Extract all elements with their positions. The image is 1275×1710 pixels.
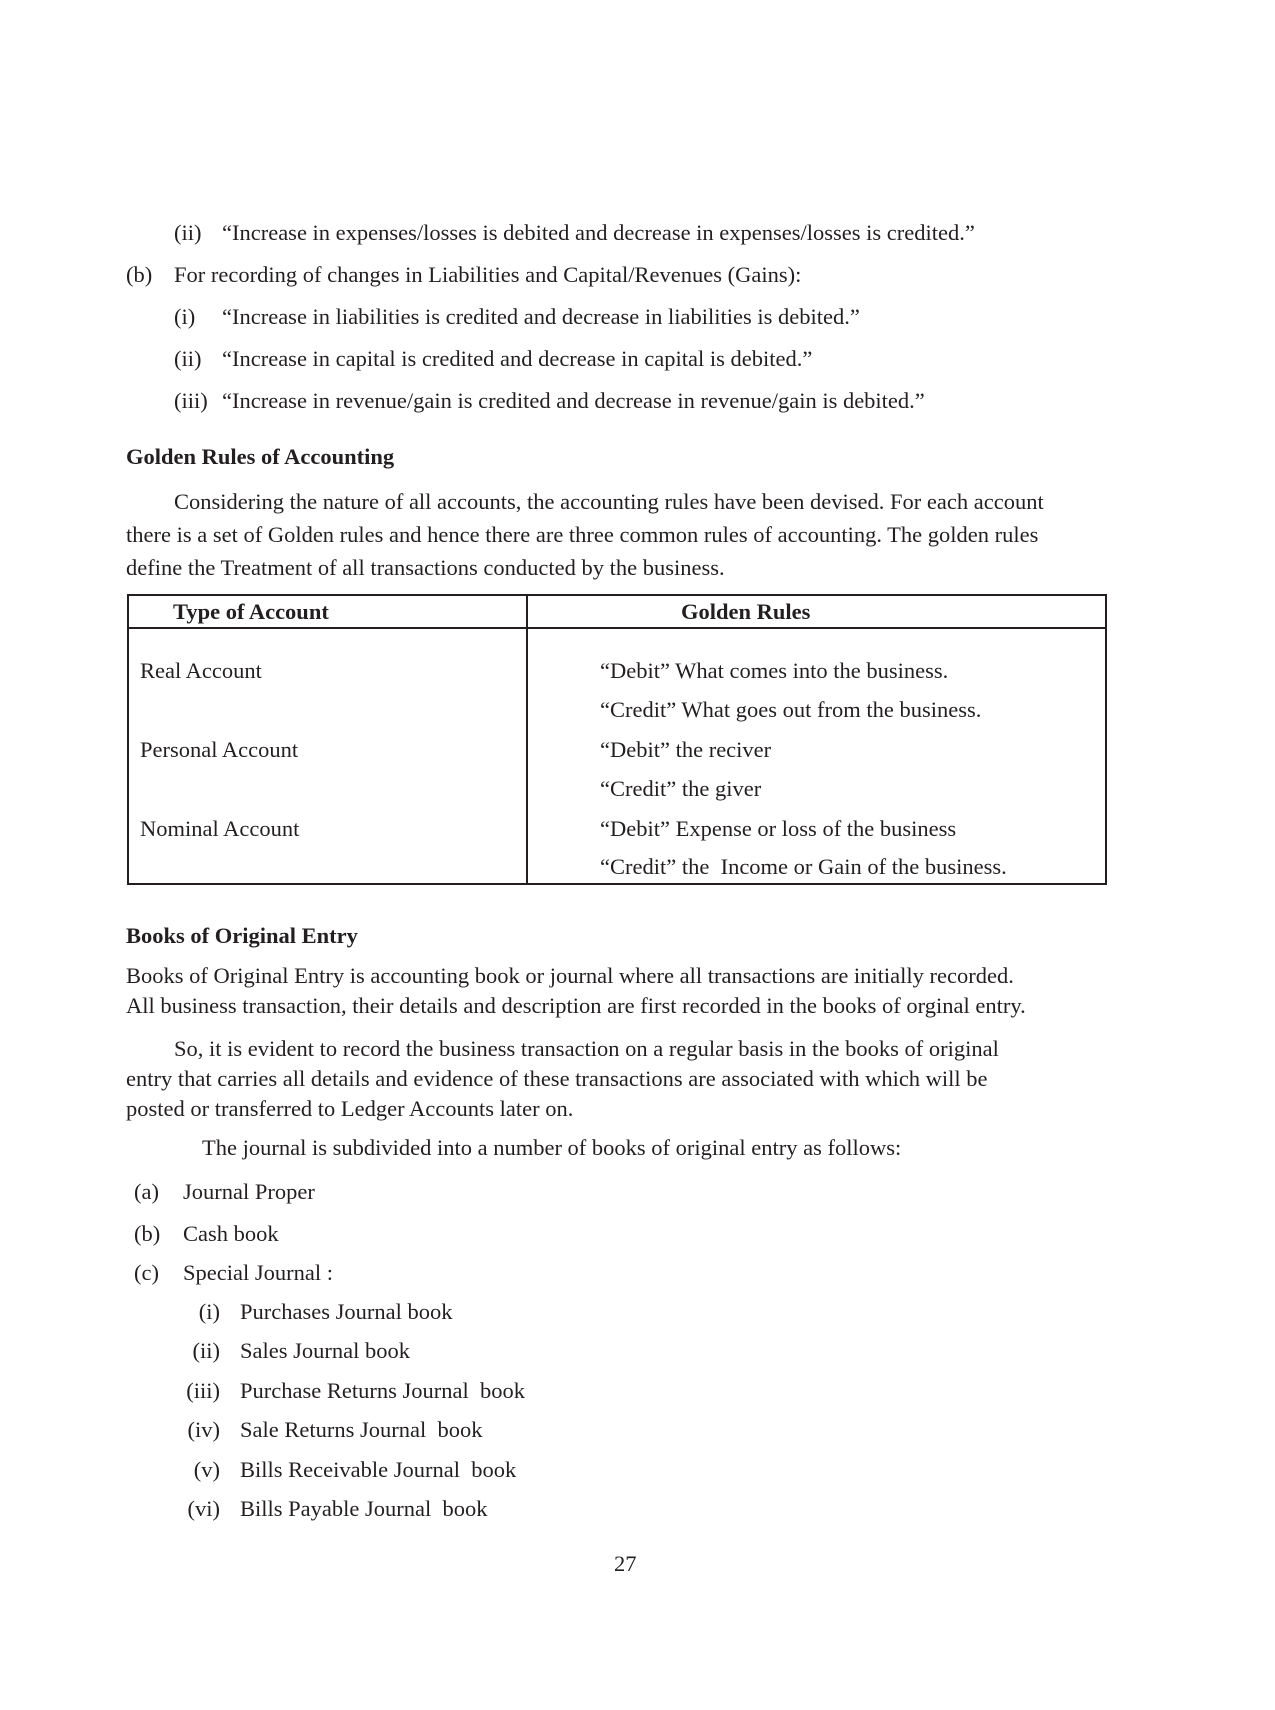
golden-rules-line-3: define the Treatment of all transactions conducted by the business.	[126, 555, 725, 580]
list-num-b: (b)	[126, 262, 153, 287]
books-list-special-journal: Special Journal :	[183, 1260, 333, 1285]
list-num-b-i: (i)	[174, 304, 196, 329]
table-cell-real-credit: “Credit” What goes out from the business.	[600, 697, 982, 722]
books-paragraph-2	[126, 1034, 1125, 1124]
books-list-num-b: (b)	[134, 1221, 161, 1246]
books-sublist-num-ii: (ii)	[192, 1338, 220, 1363]
table-header-golden-rules: Golden Rules	[681, 599, 811, 624]
books-paragraph-1	[126, 961, 1125, 1021]
books-sublist-num-vi: (vi)	[187, 1496, 220, 1521]
books-list-cash-book: Cash book	[183, 1221, 279, 1246]
table-header-divider	[129, 627, 1105, 629]
table-cell-personal-account: Personal Account	[140, 737, 299, 762]
golden-rules-heading: Golden Rules of Accounting	[126, 444, 395, 469]
books-sublist-sales: Sales Journal book	[240, 1338, 410, 1363]
books-para2-line-2: entry that carries all details and evidence of these transactions are associated with which will be	[126, 1066, 988, 1091]
table-cell-personal-credit: “Credit” the giver	[600, 776, 762, 801]
table-cell-nominal-debit: “Debit” Expense or loss of the business	[600, 816, 957, 841]
books-sublist-bills-receivable: Bills Receivable Journal book	[240, 1457, 517, 1482]
books-para1-line-2: All business transaction, their details and description are first recorded in the books of orginal entry.	[126, 993, 1026, 1018]
books-heading: Books of Original Entry	[126, 923, 358, 948]
books-sublist-purchases: Purchases Journal book	[240, 1299, 453, 1324]
rule-revenue-gain: “Increase in revenue/gain is credited and decrease in revenue/gain is debited.”	[222, 388, 925, 413]
table-cell-nominal-account: Nominal Account	[140, 816, 300, 841]
table-cell-real-debit: “Debit” What comes into the business.	[600, 658, 949, 683]
table-cell-personal-debit: “Debit” the reciver	[600, 737, 772, 762]
list-num-a-ii: (ii)	[174, 220, 202, 245]
golden-rules-line-2: there is a set of Golden rules and hence there are three common rules of accounting. The golden rules	[126, 522, 1039, 547]
golden-rules-paragraph	[126, 485, 1125, 584]
rule-liabilities: “Increase in liabilities is credited and decrease in liabilities is debited.”	[222, 304, 860, 329]
golden-rules-table	[127, 594, 1107, 885]
books-sublist-bills-payable: Bills Payable Journal book	[240, 1496, 488, 1521]
rule-liabilities-heading: For recording of changes in Liabilities and Capital/Revenues (Gains):	[174, 262, 802, 287]
books-list-num-a: (a)	[134, 1179, 159, 1204]
books-para1-line-1: Books of Original Entry is accounting book or journal where all transactions are initially recorded.	[126, 963, 1014, 988]
books-sublist-num-iv: (iv)	[187, 1417, 220, 1442]
page-number: 27	[614, 1551, 637, 1576]
table-cell-nominal-credit: “Credit” the Income or Gain of the business.	[600, 854, 1007, 879]
list-num-b-iii: (iii)	[174, 388, 208, 413]
books-sublist-purchase-returns: Purchase Returns Journal book	[240, 1378, 525, 1403]
books-sublist-sale-returns: Sale Returns Journal book	[240, 1417, 483, 1442]
books-list-num-c: (c)	[134, 1260, 159, 1285]
books-paragraph-3: The journal is subdivided into a number of books of original entry as follows:	[202, 1135, 902, 1160]
books-para2-line-3: posted or transferred to Ledger Accounts later on.	[126, 1096, 574, 1121]
books-sublist-num-iii: (iii)	[186, 1378, 220, 1403]
rule-expenses-losses: “Increase in expenses/losses is debited and decrease in expenses/losses is credited.”	[222, 220, 975, 245]
list-num-b-ii: (ii)	[174, 346, 202, 371]
table-cell-real-account: Real Account	[140, 658, 262, 683]
books-sublist-num-v: (v)	[193, 1457, 220, 1482]
table-header-type-of-account: Type of Account	[173, 599, 329, 624]
books-sublist-num-i: (i)	[198, 1299, 220, 1324]
books-list-journal-proper: Journal Proper	[183, 1179, 315, 1204]
golden-rules-line-1: Considering the nature of all accounts, the accounting rules have been devised. For each account	[174, 489, 1044, 514]
rule-capital: “Increase in capital is credited and decrease in capital is debited.”	[222, 346, 813, 371]
books-para2-line-1: So, it is evident to record the business transaction on a regular basis in the books of original	[174, 1036, 999, 1061]
table-column-divider	[526, 596, 528, 883]
